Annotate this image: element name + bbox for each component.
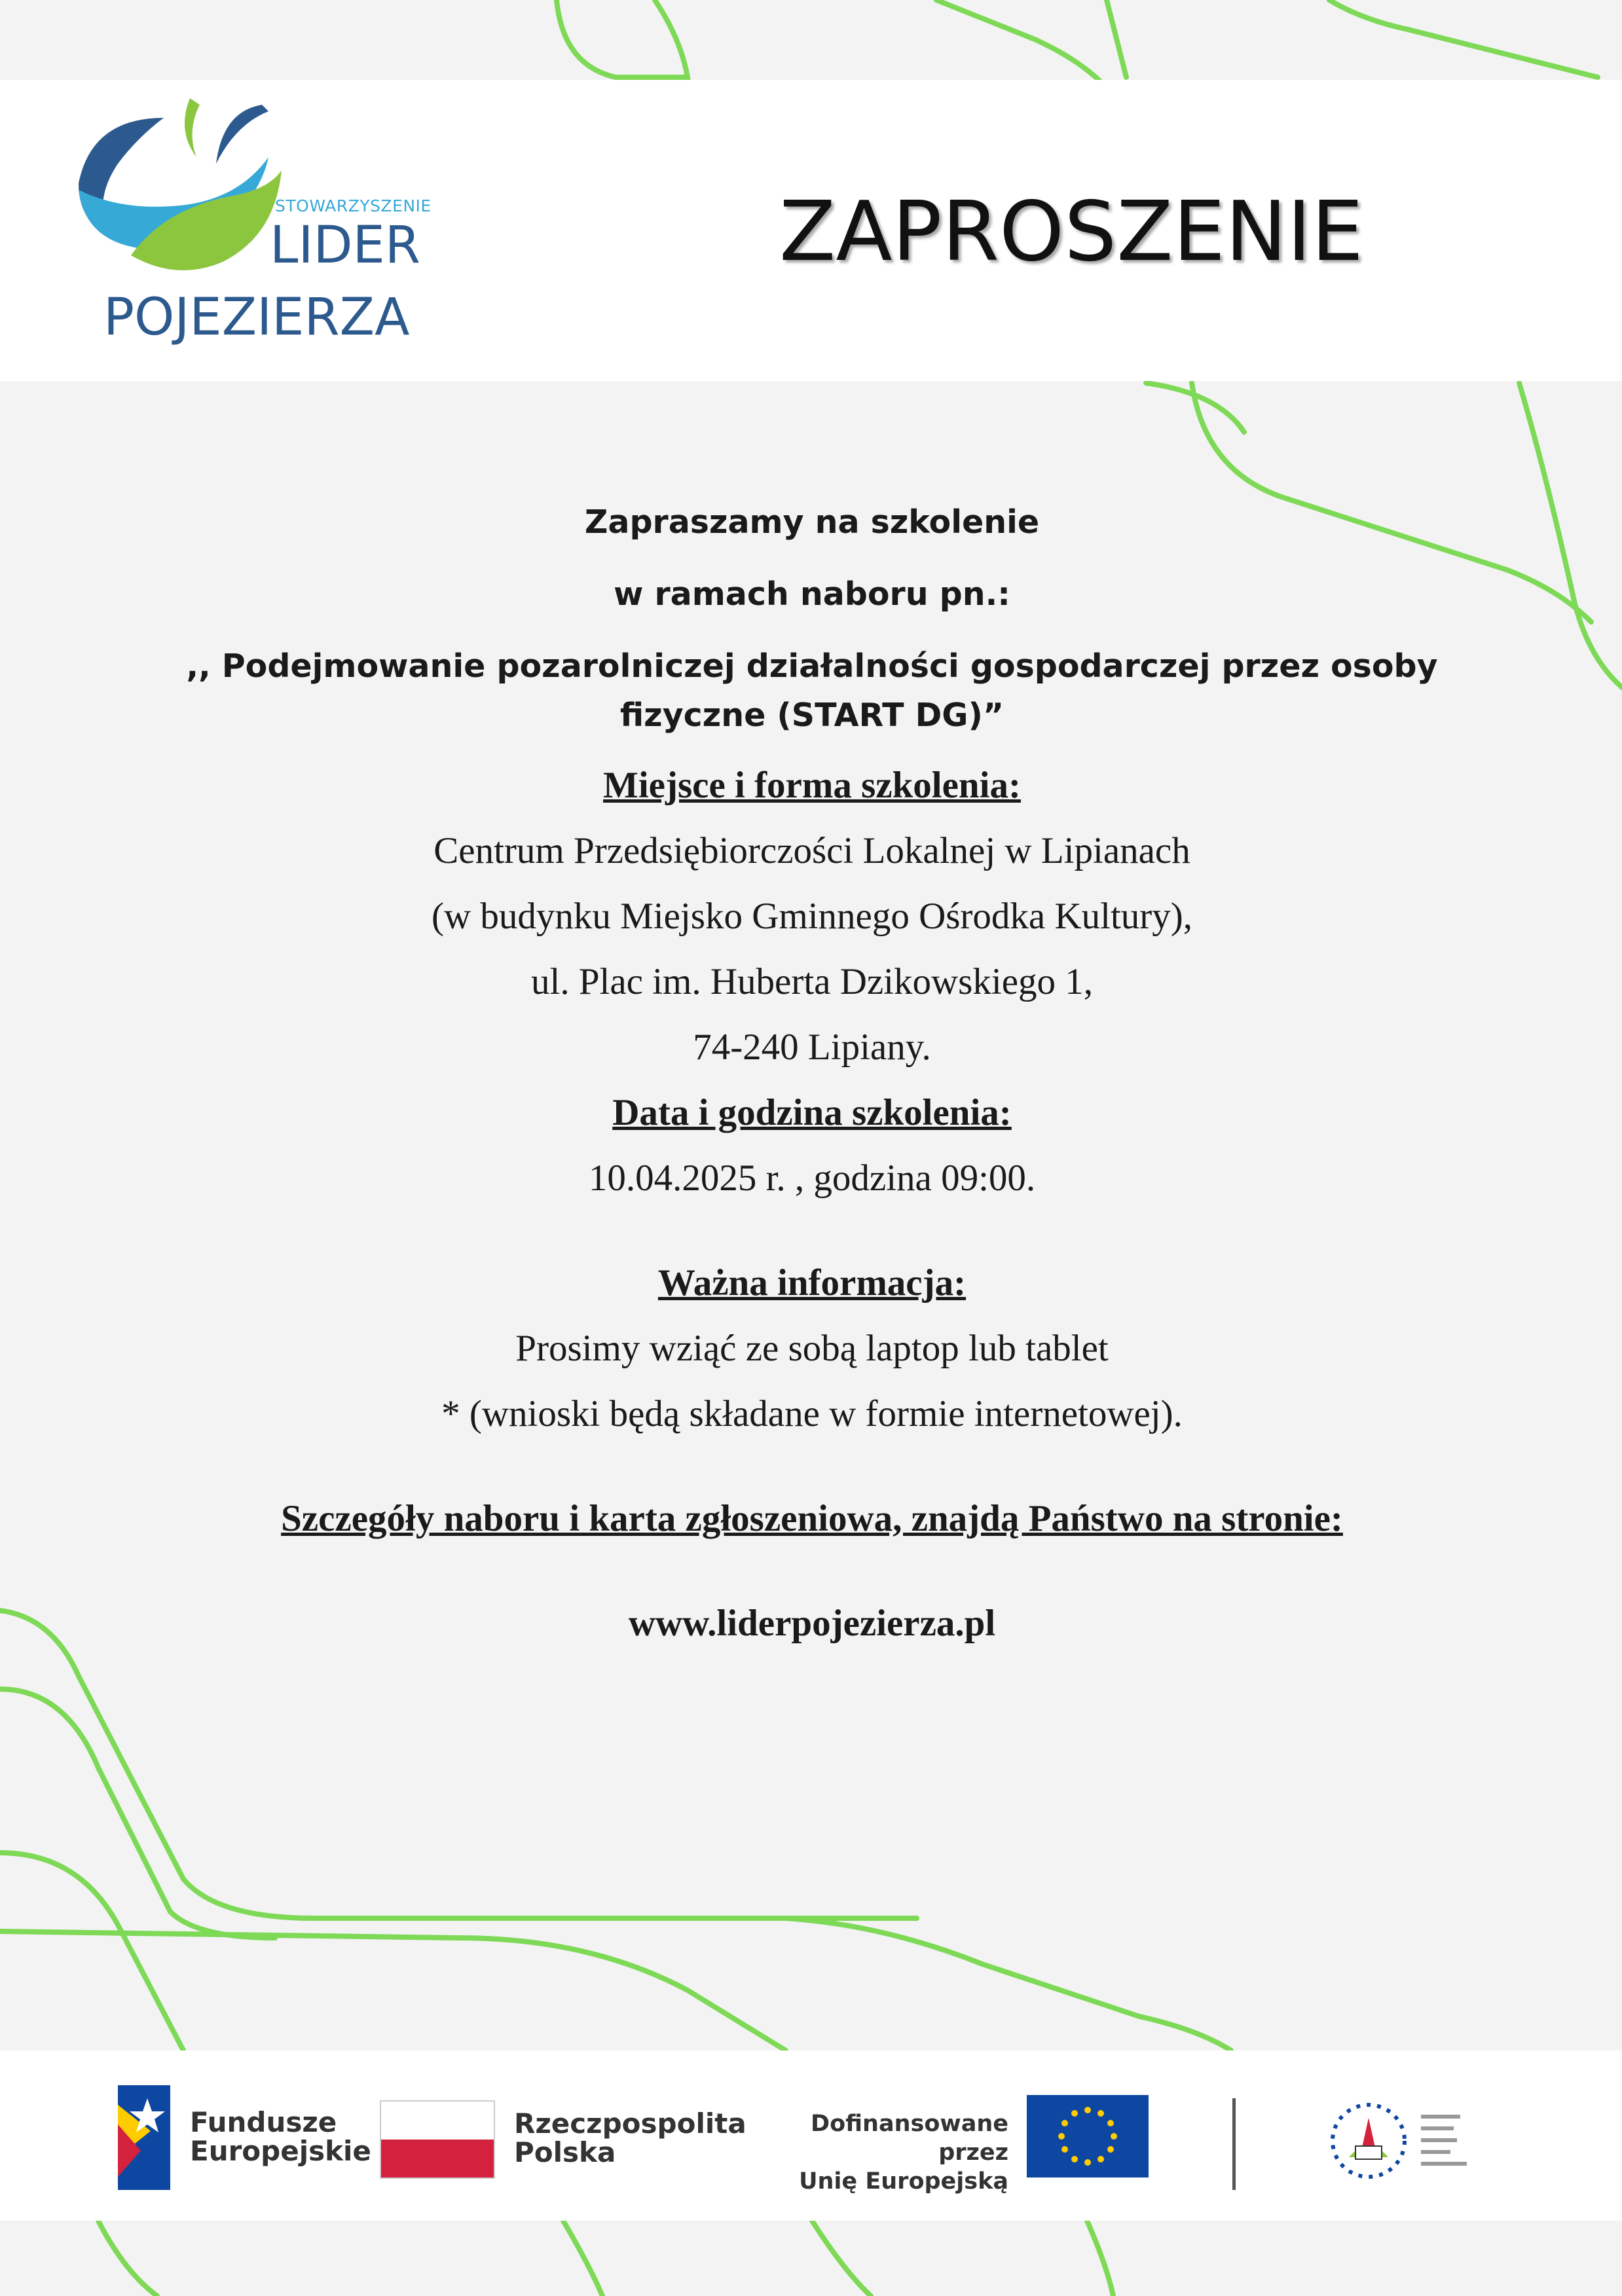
logo-line1: LIDER (270, 216, 421, 275)
invitation-content (157, 498, 1467, 1656)
logo-small-text: STOWARZYSZENIE (275, 196, 432, 215)
fe-line-2: Europejskie (190, 2135, 371, 2167)
program-name-line-2: fizyczne (START DG)” (619, 697, 1005, 734)
rp-text (514, 2109, 746, 2167)
eu-text (779, 2109, 1008, 2196)
footer-divider (1232, 2098, 1236, 2190)
date-heading: Data i godzina szkolenia: (612, 1092, 1012, 1133)
polish-flag-icon (380, 2100, 495, 2179)
place-line: ul. Plac im. Huberta Dzikowskiego 1, (530, 961, 1093, 1002)
place-line: Centrum Przedsiębiorczości Lokalnej w Lipianach (433, 830, 1190, 871)
rp-line-2: Polska (514, 2136, 616, 2168)
date-value: 10.04.2025 r. , godzina 09:00. (588, 1157, 1036, 1199)
eu-line-1: Dofinansowane przez (811, 2111, 1008, 2166)
place-heading: Miejsce i forma szkolenia: (603, 765, 1021, 806)
eu-line-2: Unię Europejską (799, 2168, 1008, 2195)
intro-line-1: Zapraszamy na szkolenie (584, 503, 1040, 541)
prow-logo-icon (1323, 2095, 1493, 2187)
place-line: (w budynku Miejsko Gminnego Ośrodka Kultury), (431, 896, 1193, 937)
details-heading: Szczegóły naboru i karta zgłoszeniowa, znajdą Państwo na stronie: (281, 1498, 1343, 1539)
logo-line2: POJEZIERZA (103, 288, 410, 347)
fe-text (190, 2108, 371, 2166)
program-name-line-1: ,, Podejmowanie pozarolniczej działalności gospodarczej przez osoby (186, 647, 1438, 685)
website-link[interactable]: www.liderpojezierza.pl (628, 1603, 996, 1644)
intro-line-2: w ramach naboru pn.: (614, 575, 1010, 613)
fundusze-europejskie-icon (111, 2085, 177, 2190)
info-heading: Ważna informacja: (657, 1262, 967, 1303)
eu-flag-icon (1027, 2095, 1149, 2178)
page-title: ZAPROSZENIE (779, 183, 1364, 280)
info-line: Prosimy wziąć ze sobą laptop lub tablet (515, 1328, 1109, 1369)
place-line: 74-240 Lipiany. (693, 1027, 931, 1068)
logo-emblem-icon (65, 92, 288, 288)
lider-pojezierza-logo (65, 92, 445, 354)
info-line: * (wnioski będą składane w formie internetowej). (441, 1393, 1183, 1434)
rp-line-1: Rzeczpospolita (514, 2107, 746, 2140)
fe-line-1: Fundusze (190, 2106, 337, 2138)
